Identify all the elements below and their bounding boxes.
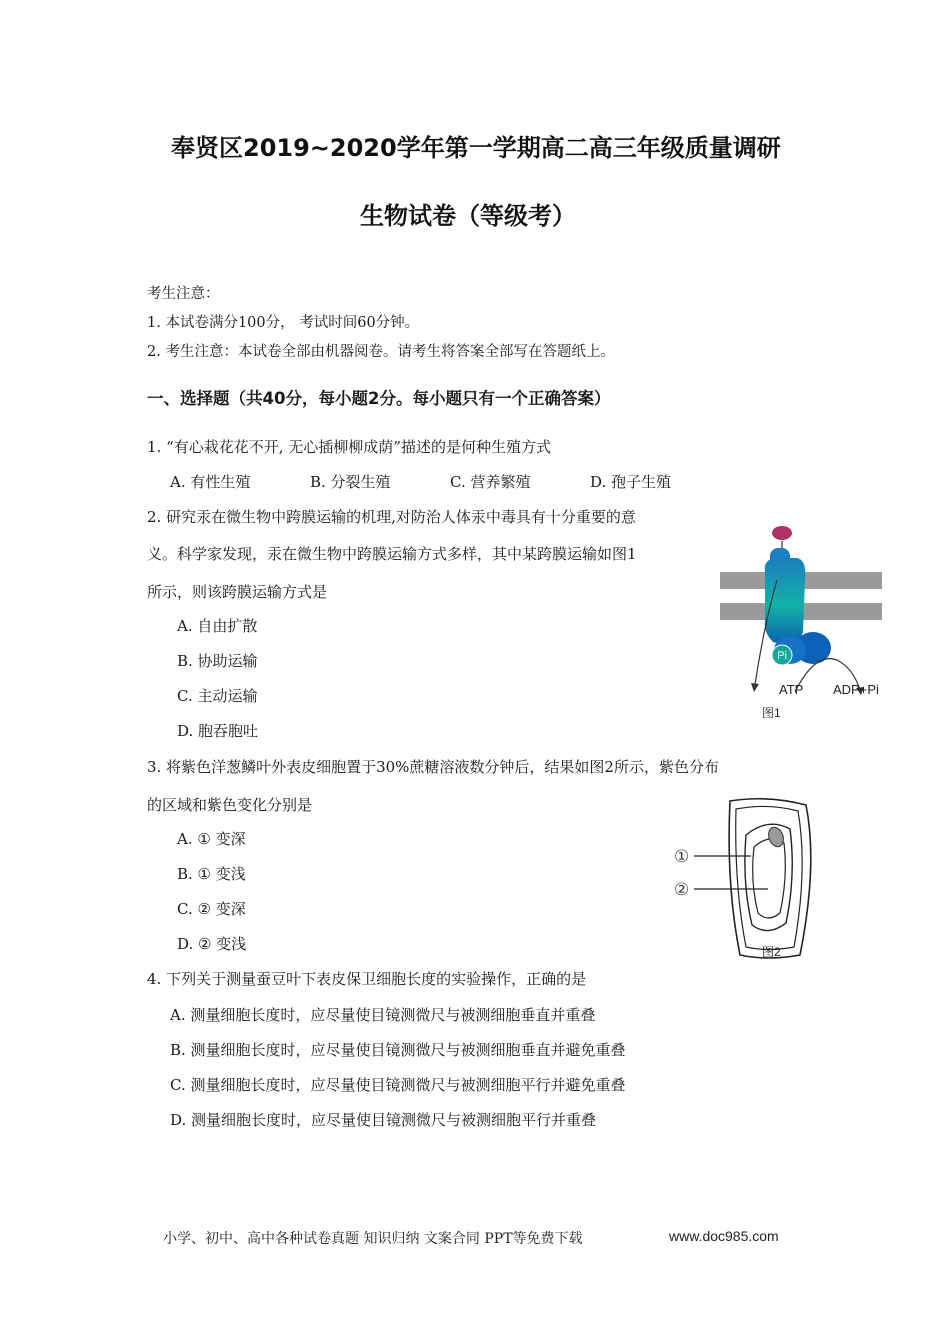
notice-item-2: 2. 考生注意：本试卷全部由机器阅卷。请考生将答案全部写在答题纸上。 bbox=[147, 344, 615, 360]
question-3-option-b: B. ① 变浅 bbox=[177, 865, 246, 883]
exam-title: 奉贤区2019~2020学年第一学期高二高三年级质量调研 bbox=[171, 134, 781, 162]
figure-2-caption: 图2 bbox=[762, 945, 781, 959]
question-3-option-c: C. ② 变深 bbox=[177, 900, 246, 918]
pi-label: Pi bbox=[777, 650, 787, 662]
adp-label: ADP+Pi bbox=[833, 682, 879, 697]
footer-url[interactable]: www.doc985.com bbox=[669, 1228, 779, 1244]
question-1-option-d: D. 孢子生殖 bbox=[590, 473, 672, 491]
question-3-stem-line-2: 的区域和紫色变化分别是 bbox=[147, 796, 313, 814]
label-2: ② bbox=[674, 880, 690, 899]
exam-subtitle: 生物试卷（等级考） bbox=[360, 202, 576, 230]
question-4-option-c: C. 测量细胞长度时，应尽量使目镜测微尺与被测细胞平行并避免重叠 bbox=[170, 1076, 626, 1094]
question-2-option-d: D. 胞吞胞吐 bbox=[177, 722, 259, 740]
question-2-stem-line-1: 2. 研究汞在微生物中跨膜运输的机理,对防治人体汞中毒具有十分重要的意 bbox=[147, 508, 636, 526]
atp-label: ATP bbox=[779, 682, 804, 697]
question-2-option-c: C. 主动运输 bbox=[177, 687, 258, 705]
label-1: ① bbox=[674, 847, 690, 866]
figure-2-onion-cell bbox=[668, 795, 828, 963]
section-heading: 一、选择题（共40分，每小题2分。每小题只有一个正确答案） bbox=[147, 389, 611, 408]
vacuole bbox=[753, 839, 786, 918]
notice-item-1: 1. 本试卷满分100分， 考试时间60分钟。 bbox=[147, 315, 420, 331]
question-2-stem-line-2: 义。科学家发现，汞在微生物中跨膜运输方式多样，其中某跨膜运输如图1 bbox=[147, 545, 637, 563]
question-4-stem: 4. 下列关于测量蚕豆叶下表皮保卫细胞长度的实验操作，正确的是 bbox=[147, 970, 587, 988]
cell-wall bbox=[729, 799, 811, 958]
mercury-ion bbox=[772, 526, 792, 540]
question-3-option-d: D. ② 变浅 bbox=[177, 935, 247, 953]
question-1-option-c: C. 营养繁殖 bbox=[450, 473, 531, 491]
question-1-stem: 1. “有心栽花花不开, 无心插柳柳成荫”描述的是何种生殖方式 bbox=[147, 438, 551, 456]
footer-text: 小学、初中、高中各种试卷真题 知识归纳 文案合同 PPT等免费下载 bbox=[163, 1231, 583, 1247]
question-1-option-b: B. 分裂生殖 bbox=[310, 473, 391, 491]
nucleus bbox=[766, 825, 786, 849]
notice-heading: 考生注意： bbox=[147, 286, 220, 302]
question-3-stem-line-1: 3. 将紫色洋葱鳞叶外表皮细胞置于30%蔗糖溶液数分钟后，结果如图2所示，紫色分布 bbox=[147, 758, 719, 776]
figure-1-caption: 图1 bbox=[762, 706, 781, 720]
figure-1-membrane-transport bbox=[715, 520, 885, 725]
question-4-option-d: D. 测量细胞长度时，应尽量使目镜测微尺与被测细胞平行并重叠 bbox=[170, 1111, 597, 1129]
question-3-option-a: A. ① 变深 bbox=[177, 830, 246, 848]
question-2-stem-line-3: 所示，则该跨膜运输方式是 bbox=[147, 583, 328, 601]
question-4-option-b: B. 测量细胞长度时，应尽量使目镜测微尺与被测细胞垂直并避免重叠 bbox=[170, 1041, 626, 1059]
question-2-option-b: B. 协助运输 bbox=[177, 652, 258, 670]
question-2-option-a: A. 自由扩散 bbox=[177, 617, 258, 635]
question-1-option-a: A. 有性生殖 bbox=[170, 473, 251, 491]
question-4-option-a: A. 测量细胞长度时，应尽量使目镜测微尺与被测细胞垂直并重叠 bbox=[170, 1006, 596, 1024]
